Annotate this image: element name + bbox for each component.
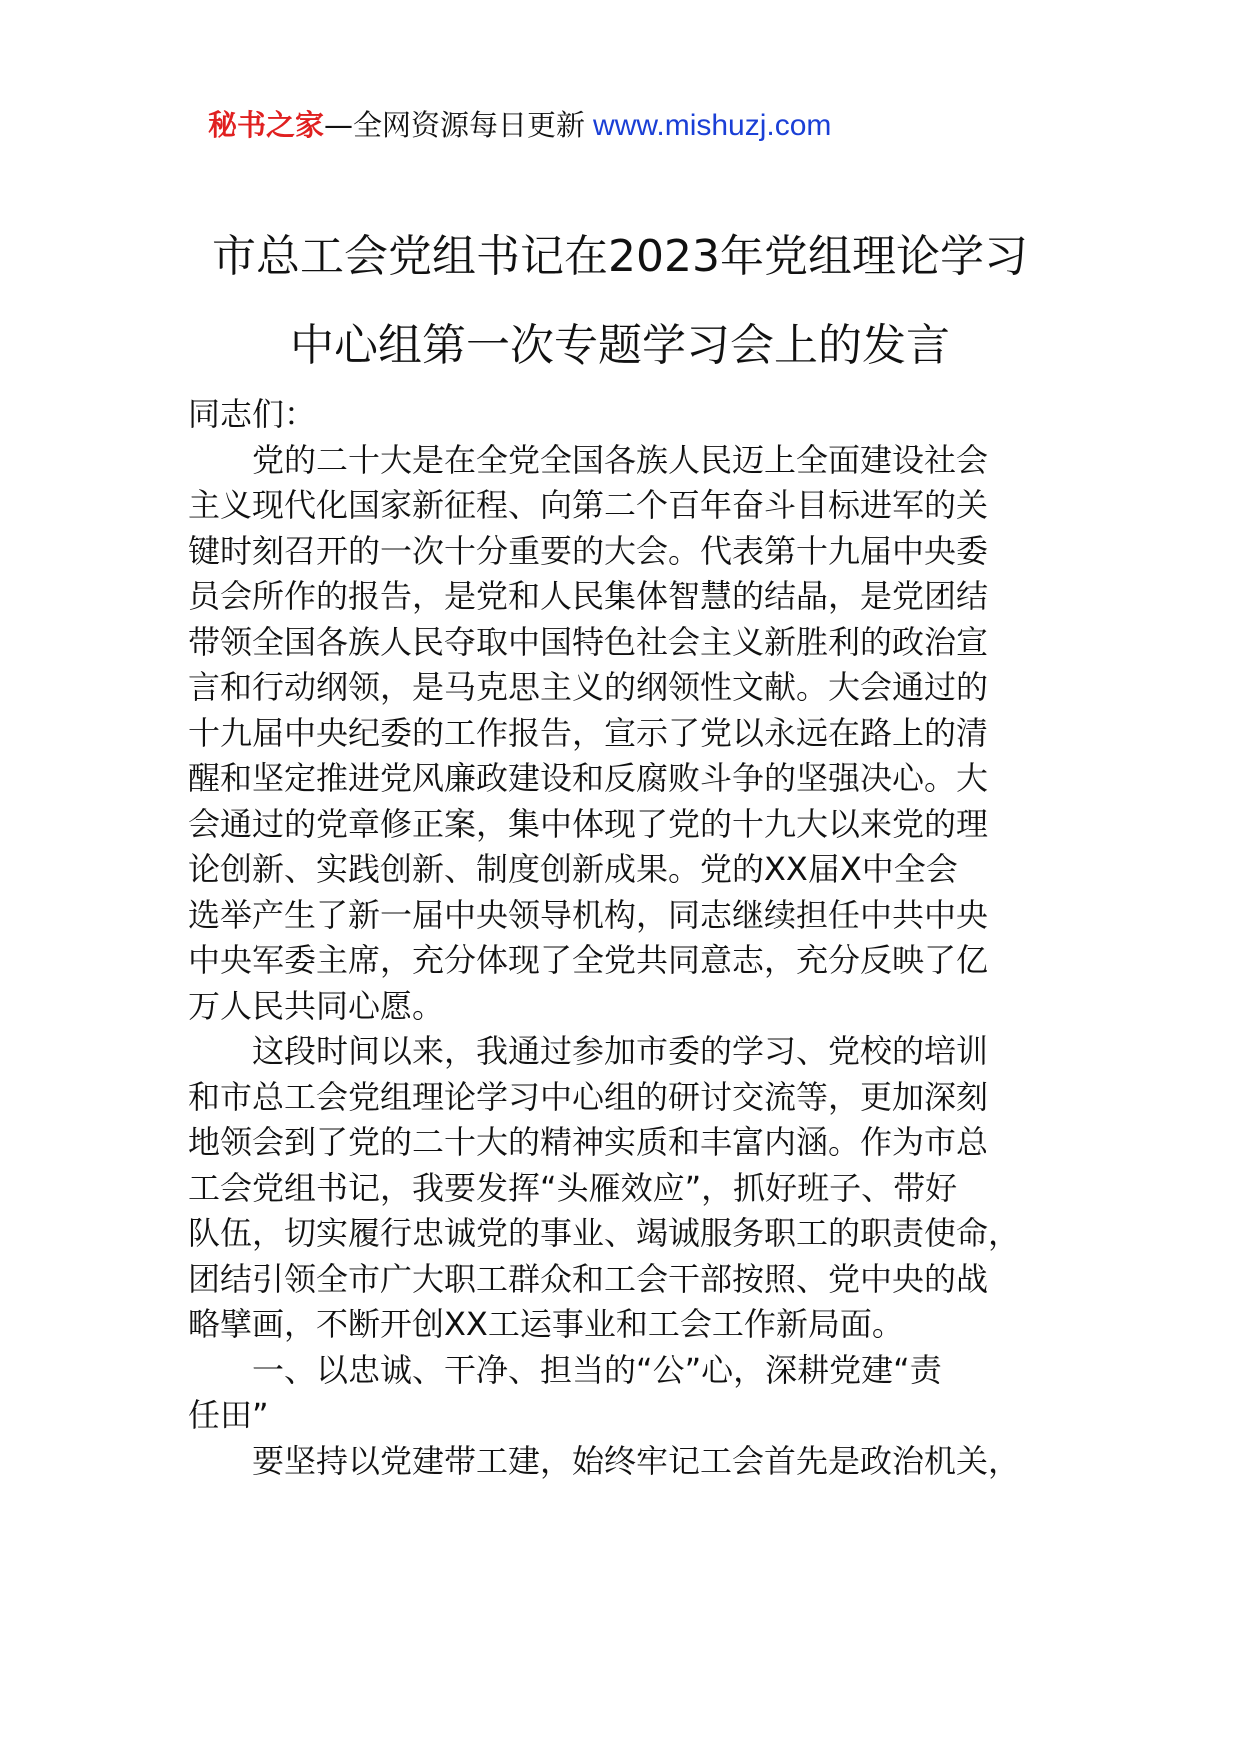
paragraph-line: 要坚持以党建带工建，始终牢记工会首先是政治机关，	[252, 1441, 1021, 1480]
paragraph-line: 中央军委主席，充分体现了全党共同意志，充分反映了亿	[188, 941, 989, 979]
paragraph-line: 主义现代化国家新征程、向第二个百年奋斗目标进军的关	[188, 486, 989, 524]
paragraph-line: 选举产生了新一届中央领导机构，同志继续担任中共中央	[188, 895, 989, 934]
paragraph-line: 万人民共同心愿。	[188, 986, 445, 1025]
paragraph-line: 工会党组书记，我要发挥“头雁效应”，抓好班子、带好	[188, 1168, 958, 1207]
paragraph-line: 这段时间以来，我通过参加市委的学习、党校的培训	[252, 1032, 989, 1070]
paragraph-line: 地领会到了党的二十大的精神实质和丰富内涵。作为市总	[188, 1123, 989, 1161]
paragraph-line: 员会所作的报告，是党和人民集体智慧的结晶，是党团结	[188, 577, 989, 615]
paragraph-line: 十九届中央纪委的工作报告，宣示了党以永远在路上的清	[188, 713, 989, 752]
brand-name: 秘书之家	[208, 108, 325, 142]
paragraph-line: 和市总工会党组理论学习中心组的研讨交流等，更加深刻	[188, 1077, 989, 1116]
site-banner	[208, 100, 831, 150]
paragraph-line: 党的二十大是在全党全国各族人民迈上全面建设社会	[252, 440, 989, 479]
paragraph-line: 会通过的党章修正案，集中体现了党的十九大以来党的理	[188, 804, 989, 843]
document-body	[188, 392, 1088, 1484]
paragraph-line: 略擘画，不断开创XX工运事业和工会工作新局面。	[188, 1305, 904, 1343]
brand-tagline: —全网资源每日更新	[324, 108, 586, 142]
section-heading-line: 任田”	[188, 1396, 269, 1434]
paragraph-line: 队伍，切实履行忠诚党的事业、竭诚服务职工的职责使命，	[188, 1214, 1021, 1252]
document-title-line-2: 中心组第一次专题学习会上的发言	[290, 320, 950, 371]
document-title-line-1: 市总工会党组书记在2023年党组理论学习	[212, 231, 1028, 282]
section-heading-line: 一、以忠诚、干净、担当的“公”心，深耕党建“责	[252, 1350, 942, 1389]
paragraph-line: 团结引领全市广大职工群众和工会干部按照、党中央的战	[188, 1259, 989, 1298]
salutation: 同志们：	[188, 395, 317, 433]
paragraph-line: 醒和坚定推进党风廉政建设和反腐败斗争的坚强决心。大	[188, 759, 989, 797]
paragraph-line: 论创新、实践创新、制度创新成果。党的XX届X中全会	[188, 850, 958, 888]
site-url-link[interactable]: www.mishuzj.com	[593, 109, 832, 142]
paragraph-line: 言和行动纲领，是马克思主义的纲领性文献。大会通过的	[188, 668, 989, 706]
paragraph-line: 带领全国各族人民夺取中国特色社会主义新胜利的政治宣	[188, 622, 989, 661]
paragraph-line: 键时刻召开的一次十分重要的大会。代表第十九届中央委	[188, 531, 989, 570]
